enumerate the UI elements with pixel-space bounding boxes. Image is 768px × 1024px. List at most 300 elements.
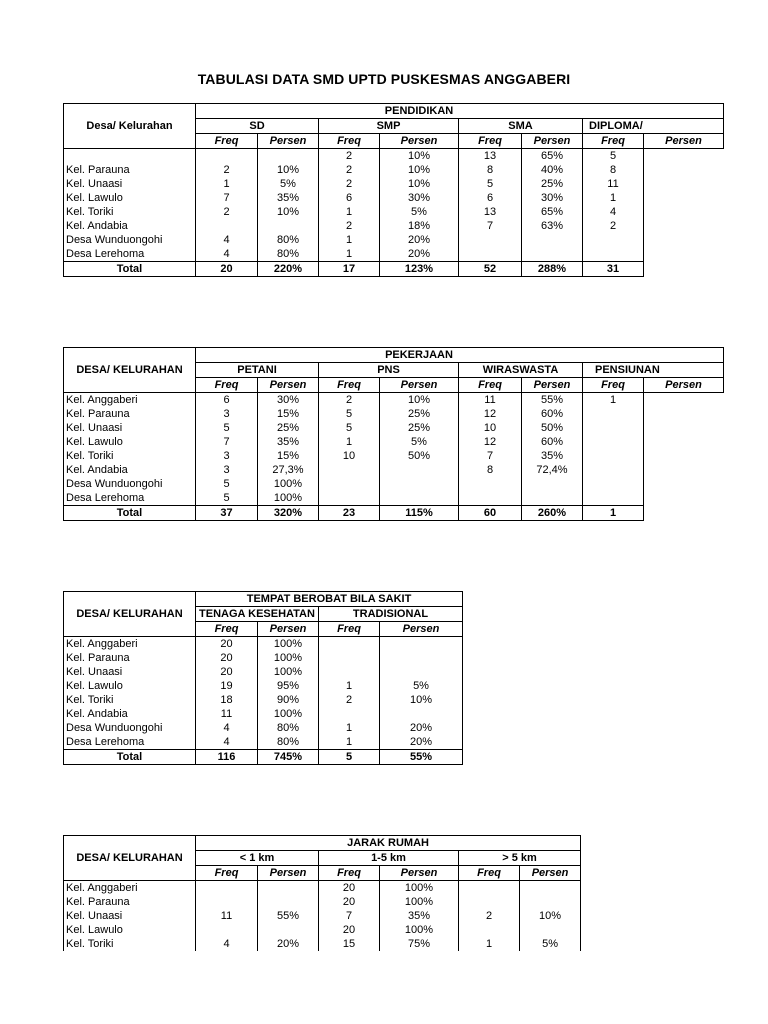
table-cell	[522, 233, 583, 247]
sub-header-freq: Freq	[583, 134, 644, 149]
table-cell	[583, 435, 644, 449]
table-cell	[583, 407, 644, 421]
total-cell: 115%	[380, 506, 459, 521]
sub-header-persen: Persen	[644, 134, 724, 149]
table-cell	[459, 491, 522, 506]
table-cell: 60%	[522, 407, 583, 421]
table-cell: 80%	[258, 721, 319, 735]
table-cell: 11	[583, 177, 644, 191]
table-cell	[583, 477, 644, 491]
total-row	[64, 506, 724, 521]
total-cell: 220%	[258, 262, 319, 277]
table-cell	[583, 233, 644, 247]
table-cell: 5	[319, 407, 380, 421]
table-cell: 2	[196, 163, 258, 177]
column-header: TENAGA KESEHATAN	[196, 607, 319, 622]
sub-header-persen: Persen	[258, 134, 319, 149]
table-cell: 1	[459, 937, 520, 951]
row-label: Kel. Anggaberi	[64, 881, 196, 896]
table-cell: 13	[459, 205, 522, 219]
table-cell: 10%	[380, 693, 463, 707]
table-cell	[380, 707, 463, 721]
table-cell	[520, 881, 581, 896]
table-cell	[258, 923, 319, 937]
row-label: Kel. Toriki	[64, 937, 196, 951]
column-header: > 5 km	[459, 851, 581, 866]
table-cell: 11	[459, 393, 522, 408]
total-label: Total	[64, 750, 196, 765]
row-label: Kel. Lawulo	[64, 679, 196, 693]
table-cell: 19	[196, 679, 258, 693]
table-row	[64, 407, 724, 421]
group-header: PEKERJAAN	[385, 349, 453, 361]
row-label: Kel. Unaasi	[64, 909, 196, 923]
row-label: Kel. Andabia	[64, 707, 196, 721]
row-label: Desa Wunduongohi	[64, 233, 196, 247]
table-cell: 15	[319, 937, 380, 951]
table-cell: 18%	[380, 219, 459, 233]
total-cell: 17	[319, 262, 380, 277]
table-row	[64, 881, 581, 896]
group-header: TEMPAT BEROBAT BILA SAKIT	[196, 592, 463, 607]
column-header: PENSIUNAN	[583, 363, 724, 378]
column-header: WIRASWASTA	[459, 363, 583, 378]
column-header: 1-5 km	[319, 851, 459, 866]
table-cell	[522, 477, 583, 491]
table-row	[64, 163, 724, 177]
sub-header-freq: Freq	[319, 134, 380, 149]
row-label: Kel. Unaasi	[64, 421, 196, 435]
pendidikan-table	[63, 103, 702, 277]
table-cell: 2	[459, 909, 520, 923]
jarak-rumah-table	[63, 835, 581, 951]
total-cell: 260%	[522, 506, 583, 521]
table-cell	[459, 233, 522, 247]
table-row	[64, 421, 724, 435]
table-row	[64, 177, 724, 191]
table-cell: 90%	[258, 693, 319, 707]
table-cell: 1	[319, 735, 380, 750]
column-header: PETANI	[196, 363, 319, 378]
table-cell: 10%	[380, 149, 459, 164]
row-label: Kel. Unaasi	[64, 177, 196, 191]
pekerjaan-table	[63, 347, 702, 521]
table-cell	[319, 707, 380, 721]
table-cell: 5%	[380, 679, 463, 693]
table-cell: 2	[583, 219, 644, 233]
table-cell: 7	[196, 191, 258, 205]
table-row	[64, 191, 724, 205]
table-cell	[258, 895, 319, 909]
table-cell	[258, 219, 319, 233]
table-cell: 20%	[380, 735, 463, 750]
table-cell	[380, 637, 463, 652]
table-cell: 10%	[380, 393, 459, 408]
row-label: Kel. Lawulo	[64, 191, 196, 205]
table-cell: 6	[459, 191, 522, 205]
pekerjaan-body	[64, 393, 724, 506]
sub-header-freq: Freq	[319, 378, 380, 393]
table-row	[64, 449, 724, 463]
table-cell: 1	[319, 679, 380, 693]
total-cell: 123%	[380, 262, 459, 277]
total-cell: 288%	[522, 262, 583, 277]
table-cell: 12	[459, 407, 522, 421]
table-row	[64, 247, 724, 262]
tempat-body	[64, 637, 463, 750]
table-cell: 2	[319, 393, 380, 408]
sub-header-persen: Persen	[520, 866, 581, 881]
row-label: Kel. Parauna	[64, 895, 196, 909]
table-cell: 100%	[258, 491, 319, 506]
table-cell: 35%	[258, 191, 319, 205]
table-cell: 20	[319, 895, 380, 909]
table-cell: 35%	[258, 435, 319, 449]
row-label: Kel. Lawulo	[64, 923, 196, 937]
table-cell: 65%	[522, 149, 583, 164]
row-label: Kel. Andabia	[64, 463, 196, 477]
table-cell	[459, 923, 520, 937]
table-cell: 80%	[258, 247, 319, 262]
table-cell: 25%	[380, 407, 459, 421]
table-cell	[380, 651, 463, 665]
table-cell: 95%	[258, 679, 319, 693]
table-cell: 10%	[258, 163, 319, 177]
table-cell: 4	[583, 205, 644, 219]
table-cell: 27,3%	[258, 463, 319, 477]
row-label: Desa Wunduongohi	[64, 721, 196, 735]
table-cell: 1	[319, 435, 380, 449]
sub-header-persen: Persen	[522, 134, 583, 149]
table-cell: 8	[459, 463, 522, 477]
sub-header-freq: Freq	[459, 866, 520, 881]
table-cell	[522, 491, 583, 506]
column-header: SD	[196, 119, 319, 134]
table-row	[64, 895, 581, 909]
total-label: Total	[64, 506, 196, 521]
table-cell: 7	[459, 449, 522, 463]
table-cell: 5	[319, 421, 380, 435]
sub-header-persen: Persen	[644, 378, 724, 393]
table-cell: 7	[459, 219, 522, 233]
table-cell: 1	[583, 393, 644, 408]
table-cell: 11	[196, 909, 258, 923]
table-cell: 30%	[380, 191, 459, 205]
pendidikan-body	[64, 149, 724, 262]
table-cell: 2	[319, 219, 380, 233]
table-cell	[459, 881, 520, 896]
group-header: JARAK RUMAH	[196, 836, 581, 851]
column-header: SMP	[319, 119, 459, 134]
table-cell	[196, 923, 258, 937]
table-cell: 2	[319, 163, 380, 177]
column-header: TRADISIONAL	[319, 607, 463, 622]
row-label: Kel. Anggaberi	[64, 637, 196, 652]
table-cell: 30%	[522, 191, 583, 205]
table-row	[64, 693, 463, 707]
total-row	[64, 750, 463, 765]
sub-header-persen: Persen	[258, 378, 319, 393]
table-cell	[459, 247, 522, 262]
table-row	[64, 923, 581, 937]
table-cell: 20	[319, 923, 380, 937]
row-label: Kel. Parauna	[64, 163, 196, 177]
table-cell: 80%	[258, 233, 319, 247]
sub-header-freq: Freq	[196, 134, 258, 149]
row-label: Kel. Unaasi	[64, 665, 196, 679]
table-cell: 5	[459, 177, 522, 191]
total-cell: 116	[196, 750, 258, 765]
table-cell: 1	[319, 233, 380, 247]
table-cell	[583, 463, 644, 477]
table-cell	[258, 881, 319, 896]
table-cell	[319, 491, 380, 506]
table-cell	[319, 651, 380, 665]
table-row	[64, 679, 463, 693]
sub-header-freq: Freq	[196, 866, 258, 881]
table-cell: 5	[196, 421, 258, 435]
table-row	[64, 205, 724, 219]
total-cell: 5	[319, 750, 380, 765]
table-cell: 5	[196, 491, 258, 506]
sub-header-persen: Persen	[380, 134, 459, 149]
sub-header-persen: Persen	[380, 622, 463, 637]
row-label: Kel. Parauna	[64, 651, 196, 665]
table-cell: 60%	[522, 435, 583, 449]
table-cell: 1	[196, 177, 258, 191]
table-row	[64, 219, 724, 233]
table-cell: 5%	[380, 435, 459, 449]
desa-header: DESA/ KELURAHAN	[64, 836, 196, 881]
table-cell: 55%	[522, 393, 583, 408]
desa-header: DESA/ KELURAHAN	[64, 592, 196, 637]
table-cell: 100%	[258, 665, 319, 679]
table-cell: 6	[319, 191, 380, 205]
table-cell	[380, 491, 459, 506]
row-label: Desa Lerehoma	[64, 735, 196, 750]
table-cell: 3	[196, 449, 258, 463]
row-label: Kel. Toriki	[64, 449, 196, 463]
table-cell: 1	[319, 205, 380, 219]
table-cell: 10%	[520, 909, 581, 923]
table-cell: 3	[196, 463, 258, 477]
table-cell: 72,4%	[522, 463, 583, 477]
sub-header-persen: Persen	[258, 622, 319, 637]
table-cell	[258, 149, 319, 164]
total-cell: 55%	[380, 750, 463, 765]
table-cell	[583, 449, 644, 463]
table-cell	[583, 247, 644, 262]
table-cell: 5%	[258, 177, 319, 191]
table-cell: 2	[319, 177, 380, 191]
table-cell: 10%	[258, 205, 319, 219]
table-cell: 40%	[522, 163, 583, 177]
total-cell: 52	[459, 262, 522, 277]
table-cell: 10	[459, 421, 522, 435]
table-cell	[522, 247, 583, 262]
table-cell	[520, 895, 581, 909]
table-cell: 50%	[522, 421, 583, 435]
table-cell: 1	[319, 721, 380, 735]
row-label: Kel. Anggaberi	[64, 393, 196, 408]
table-cell: 6	[196, 393, 258, 408]
sub-header-persen: Persen	[522, 378, 583, 393]
table-cell: 11	[196, 707, 258, 721]
table-cell: 4	[196, 735, 258, 750]
column-header: DIPLOMA/	[583, 119, 724, 134]
table-cell: 4	[196, 937, 258, 951]
table-row	[64, 233, 724, 247]
column-header: SMA	[459, 119, 583, 134]
table-row	[64, 707, 463, 721]
group-header: PENDIDIKAN	[384, 105, 454, 117]
total-cell: 37	[196, 506, 258, 521]
total-row	[64, 262, 724, 277]
table-row	[64, 435, 724, 449]
table-cell	[196, 881, 258, 896]
table-cell: 30%	[258, 393, 319, 408]
table-cell	[583, 491, 644, 506]
sub-header-freq: Freq	[459, 134, 522, 149]
sub-header-persen: Persen	[258, 866, 319, 881]
table-cell: 18	[196, 693, 258, 707]
table-row	[64, 477, 724, 491]
table-cell: 80%	[258, 735, 319, 750]
tempat-berobat-table	[63, 591, 463, 765]
table-cell	[196, 149, 258, 164]
table-cell: 1	[583, 191, 644, 205]
table-cell: 100%	[380, 895, 459, 909]
column-header: PNS	[319, 363, 459, 378]
sub-header-freq: Freq	[583, 378, 644, 393]
table-cell	[319, 665, 380, 679]
table-cell: 13	[459, 149, 522, 164]
table-row	[64, 393, 724, 408]
table-row	[64, 463, 724, 477]
table-cell: 4	[196, 233, 258, 247]
table-cell: 2	[319, 693, 380, 707]
sub-header-freq: Freq	[196, 622, 258, 637]
table-cell: 65%	[522, 205, 583, 219]
sub-header-freq: Freq	[319, 866, 380, 881]
table-cell: 7	[319, 909, 380, 923]
table-cell: 15%	[258, 407, 319, 421]
table-row	[64, 491, 724, 506]
table-cell: 15%	[258, 449, 319, 463]
table-cell: 20%	[380, 721, 463, 735]
table-cell: 10%	[380, 163, 459, 177]
table-cell: 5	[583, 149, 644, 164]
table-cell: 50%	[380, 449, 459, 463]
row-label: Kel. Toriki	[64, 693, 196, 707]
total-label: Total	[64, 262, 196, 277]
table-cell: 20%	[380, 233, 459, 247]
table-cell: 4	[196, 721, 258, 735]
table-cell: 100%	[380, 881, 459, 896]
table-cell: 2	[319, 149, 380, 164]
table-cell	[459, 477, 522, 491]
total-cell: 60	[459, 506, 522, 521]
table-row	[64, 909, 581, 923]
table-cell: 10%	[380, 177, 459, 191]
sub-header-persen: Persen	[380, 866, 459, 881]
table-cell: 5	[196, 477, 258, 491]
table-cell: 10	[319, 449, 380, 463]
table-cell: 3	[196, 407, 258, 421]
jarak-body	[64, 881, 581, 952]
table-cell: 35%	[380, 909, 459, 923]
table-cell	[319, 637, 380, 652]
row-label	[64, 149, 196, 164]
table-cell	[319, 463, 380, 477]
table-cell	[196, 895, 258, 909]
table-row	[64, 651, 463, 665]
table-row	[64, 721, 463, 735]
table-cell	[459, 895, 520, 909]
table-cell: 12	[459, 435, 522, 449]
row-label: Kel. Andabia	[64, 219, 196, 233]
table-cell: 20	[196, 665, 258, 679]
sub-header-freq: Freq	[319, 622, 380, 637]
row-label: Desa Wunduongohi	[64, 477, 196, 491]
table-cell	[380, 665, 463, 679]
sub-header-freq: Freq	[196, 378, 258, 393]
desa-header: Desa/ Kelurahan	[64, 104, 196, 149]
table-cell: 7	[196, 435, 258, 449]
table-cell: 100%	[258, 477, 319, 491]
table-row	[64, 665, 463, 679]
table-cell: 5%	[520, 937, 581, 951]
sub-header-freq: Freq	[459, 378, 522, 393]
table-cell	[380, 477, 459, 491]
total-cell: 745%	[258, 750, 319, 765]
table-cell	[583, 421, 644, 435]
table-cell: 20%	[258, 937, 319, 951]
table-cell: 25%	[380, 421, 459, 435]
table-cell: 20	[319, 881, 380, 896]
row-label: Kel. Parauna	[64, 407, 196, 421]
sub-header-persen: Persen	[380, 378, 459, 393]
table-cell: 100%	[258, 651, 319, 665]
table-cell: 25%	[258, 421, 319, 435]
table-cell: 25%	[522, 177, 583, 191]
total-cell: 320%	[258, 506, 319, 521]
table-cell: 2	[196, 205, 258, 219]
table-cell	[319, 477, 380, 491]
table-cell: 5%	[380, 205, 459, 219]
table-cell	[196, 219, 258, 233]
table-cell: 8	[459, 163, 522, 177]
table-cell: 8	[583, 163, 644, 177]
table-cell: 75%	[380, 937, 459, 951]
table-cell: 20	[196, 637, 258, 652]
row-label: Kel. Lawulo	[64, 435, 196, 449]
table-cell	[380, 463, 459, 477]
row-label: Desa Lerehoma	[64, 491, 196, 506]
table-cell: 35%	[522, 449, 583, 463]
desa-header: DESA/ KELURAHAN	[64, 348, 196, 393]
total-cell: 20	[196, 262, 258, 277]
table-cell: 63%	[522, 219, 583, 233]
total-cell: 1	[583, 506, 644, 521]
table-cell: 55%	[258, 909, 319, 923]
table-cell: 100%	[258, 637, 319, 652]
table-cell: 20%	[380, 247, 459, 262]
table-row	[64, 149, 724, 164]
table-cell	[520, 923, 581, 937]
row-label: Desa Lerehoma	[64, 247, 196, 262]
table-cell: 20	[196, 651, 258, 665]
